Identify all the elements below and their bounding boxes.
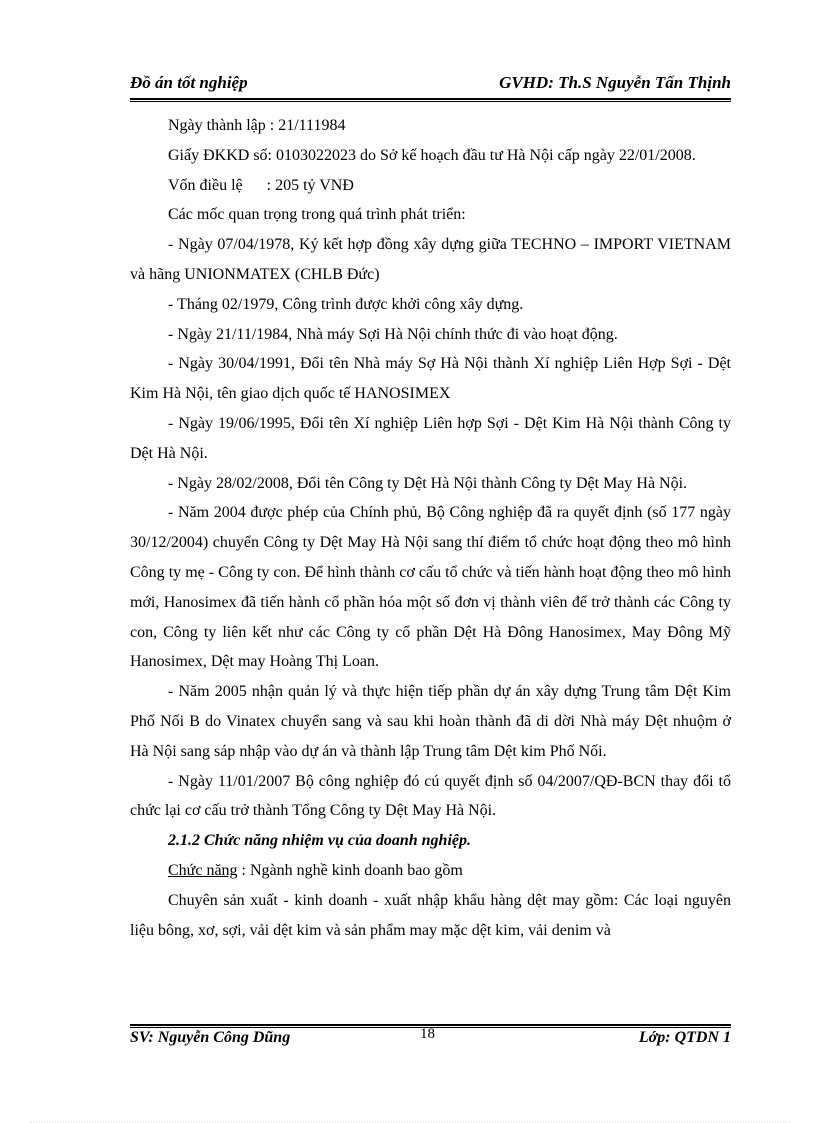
header-rule-thin [130,101,731,102]
paragraph-milestone-2007: - Ngày 11/01/2007 Bộ công nghiệp đó cú quyết định số 04/2007/QĐ-BCN thay đổi tổ chức lại cơ cấu trở thành Tổng Công ty Dệt May Hà Nội. [130,772,731,820]
paragraph-milestone-2008: - Ngày 28/02/2008, Đổi tên Công ty Dệt Hà Nội thành Công ty Dệt May Hà Nội. [168,474,688,492]
paragraph-milestone-1979: - Tháng 02/1979, Công trình được khởi công xây dựng. [168,295,524,313]
paragraph-milestone-2004: - Năm 2004 được phép của Chính phủ, Bộ Công nghiệp đã ra quyết định (số 177 ngày 30/12/2004) chuyển Công ty Dệt May Hà Nội sang thí điểm tổ chức hoạt động theo mô hình Công ty mẹ - Công ty con. Để hình thành cơ cấu tổ chức và tiến hành hoạt động theo mô hình mới, Hanosimex đã tiến hành cổ phần hóa một số đơn vị thành viên để trở thành các Công ty con, Công ty liên kết như các Công ty cổ phần Dệt Hà Đông Hanosimex, May Đông Mỹ Hanosimex, Dệt may Hoàng Thị Loan. [130,504,731,671]
page-footer [130,1026,731,1054]
footer-class: Lớp: QTDN 1 [638,1029,731,1046]
header-thesis-title: Đồ án tốt nghiệp [130,73,248,92]
header-rule-thick [130,98,731,100]
paragraph-milestone-1995: - Ngày 19/06/1995, Đổi tên Xí nghiệp Liên hợp Sợi - Dệt Kim Hà Nội thành Công ty Dệt Hà Nội. [130,414,731,462]
page-header [130,73,731,93]
paragraph-milestone-1984: - Ngày 21/11/1984, Nhà máy Sợi Hà Nội chính thức đi vào hoạt động. [168,325,618,343]
paragraph-business-scope: Chuyên sản xuất - kinh doanh - xuất nhập khẩu hàng dệt may gồm: Các loại nguyên liệu bông, xơ, sợi, vải dệt kim và sản phẩm may mặc dệt kim, vải denim và [130,891,731,939]
paragraph-function [130,856,731,886]
paragraph-milestones-intro: Các mốc quan trọng trong quá trình phát triển: [168,206,466,224]
paragraph-milestone-2005: - Năm 2005 nhận quản lý và thực hiện tiếp phần dự án xây dựng Trung tâm Dệt Kim Phố Nối B do Vinatex chuyển sang và sau khi hoàn thành đã di dời Nhà máy Dệt nhuộm ở Hà Nội sang sáp nhập vào dự án và thành lập Trung tâm Dệt kim Phố Nối. [130,683,731,760]
header-advisor: GVHD: Th.S Nguyễn Tấn Thịnh [499,73,731,92]
paragraph-business-license: Giấy ĐKKD số: 0103022023 do Sở kế hoạch đầu tư Hà Nội cấp ngày 22/01/2008. [168,146,696,164]
paragraph-founding-date: Ngày thành lập : 21/111984 [168,117,346,134]
page-number: 18 [420,1026,435,1042]
page-body [130,111,731,945]
function-text: : Ngành nghề kinh doanh bao gồm [241,861,463,879]
section-heading: 2.1.2 Chức năng nhiệm vụ của doanh nghiệp. [168,832,471,850]
paragraph-milestone-1991: - Ngày 30/04/1991, Đổi tên Nhà máy Sợ Hà Nội thành Xí nghiệp Liên Hợp Sợi - Dệt Kim Hà Nội, tên giao dịch quốc tế HANOSIMEX [130,355,731,403]
footer-student: SV: Nguyễn Công Dũng [130,1029,291,1046]
function-label: Chức năng [168,861,238,879]
paragraph-milestone-1978: - Ngày 07/04/1978, Ký kết hợp đồng xây dựng giữa TECHNO – IMPORT VIETNAM và hãng UNIONMATEX (CHLB Đức) [130,236,731,283]
paragraph-charter-capital: Vốn điều lệ : 205 tỷ VNĐ [168,176,354,194]
